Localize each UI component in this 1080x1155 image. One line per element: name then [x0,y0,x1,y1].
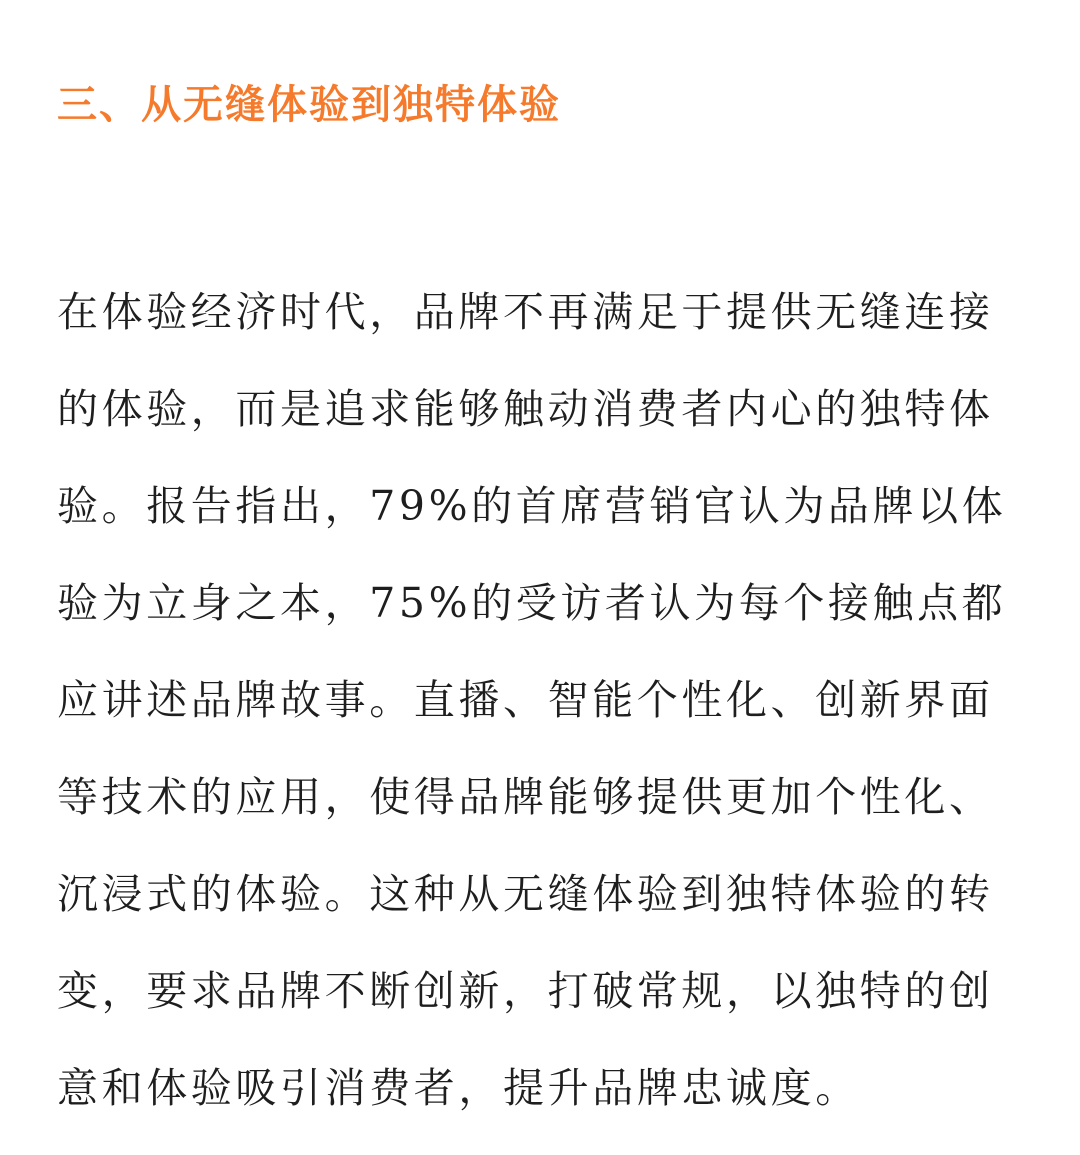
paragraph-line: 应讲述品牌故事。直播、智能个性化、创新界面 [57,676,994,724]
section-title: 三、从无缝体验到独特体验 [57,82,561,128]
article-paragraph [57,264,1007,1137]
paragraph-line: 在体验经济时代，品牌不再满足于提供无缝连接 [57,288,994,336]
paragraph-line: 验为立身之本，75%的受访者认为每个接触点都 [57,579,1007,627]
paragraph-line: 的体验，而是追求能够触动消费者内心的独特体 [57,385,994,433]
paragraph-line: 沉浸式的体验。这种从无缝体验到独特体验的转 [57,870,994,918]
paragraph-line: 变，要求品牌不断创新，打破常规，以独特的创 [57,967,994,1015]
paragraph-line: 意和体验吸引消费者，提升品牌忠诚度。 [57,1064,860,1112]
paragraph-line: 验。报告指出，79%的首席营销官认为品牌以体 [57,482,1007,530]
paragraph-line: 等技术的应用，使得品牌能够提供更加个性化、 [57,773,994,821]
